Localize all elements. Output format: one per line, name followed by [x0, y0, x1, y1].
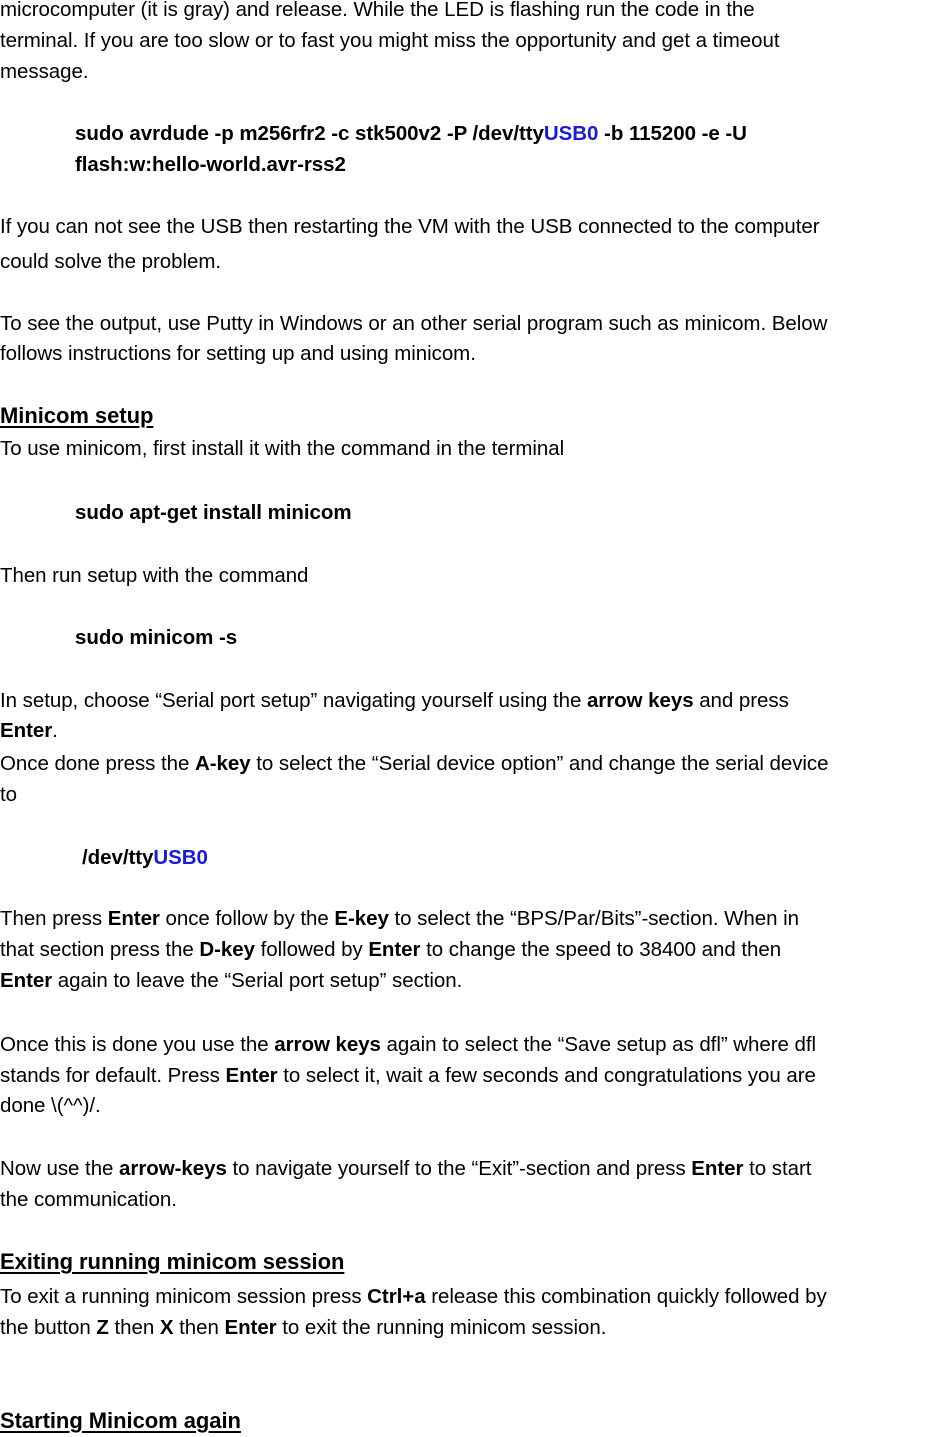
avrdude-cmd-port: USB0	[543, 122, 599, 145]
minicom-setup-heading: Minicom setup	[0, 403, 154, 428]
minicom-setup-intro: To use minicom, first install it with the command in the terminal	[0, 437, 565, 460]
output-note-line-1: To see the output, use Putty in Windows or an other serial program such as minicom. Below	[0, 312, 828, 335]
setup-p3-line-3: Enter again to leave the “Serial port setup” section.	[0, 969, 463, 992]
setup-p1-line-2: Enter.	[0, 719, 58, 742]
setup-p3-line-2: that section press the D-key followed by Enter to change the speed to 38400 and then	[0, 938, 782, 961]
setup-command: sudo minicom -s	[75, 626, 238, 649]
intro-line-1: microcomputer (it is gray) and release. While the LED is flashing run the code in the	[0, 0, 755, 21]
setup-p2-line-1: Once done press the A-key to select the “Serial device option” and change the serial device	[0, 752, 829, 775]
setup-p5-line-1: Now use the arrow-keys to navigate yourself to the “Exit”-section and press Enter to start	[0, 1157, 812, 1180]
intro-line-3: message.	[0, 60, 89, 83]
exiting-heading: Exiting running minicom session	[0, 1249, 345, 1274]
setup-p4-line-3: done \(^^)/.	[0, 1094, 101, 1117]
enter-term: Enter	[0, 719, 53, 742]
setup-p4-line-2: stands for default. Press Enter to select it, wait a few seconds and congratulations you are	[0, 1064, 816, 1087]
setup-p4-line-1: Once this is done you use the arrow keys again to select the “Save setup as dfl” where dfl	[0, 1033, 816, 1056]
arrow-keys-term: arrow keys	[586, 689, 694, 712]
exiting-line-1: To exit a running minicom session press Ctrl+a release this combination quickly followed by	[0, 1285, 827, 1308]
serial-device-port: USB0	[153, 846, 208, 869]
output-note-line-2: follows instructions for setting up and using minicom.	[0, 342, 476, 365]
intro-line-2: terminal. If you are too slow or to fast you might miss the opportunity and get a timeout	[0, 29, 780, 52]
starting-again-heading: Starting Minicom again	[0, 1408, 241, 1433]
usb-note-line-1: If you can not see the USB then restarting the VM with the USB connected to the computer	[0, 215, 820, 238]
setup-p3-line-1: Then press Enter once follow by the E-key to select the “BPS/Par/Bits”-section. When in	[0, 907, 799, 930]
exiting-line-2: the button Z then X then Enter to exit the running minicom session.	[0, 1316, 607, 1339]
avrdude-command-line-2: flash:w:hello-world.avr-rss2	[75, 153, 346, 176]
a-key-term: A-key	[195, 752, 251, 775]
avrdude-cmd-prefix: sudo avrdude -p m256rfr2 -c stk500v2 -P /dev/tty	[75, 122, 544, 145]
then-run-text: Then run setup with the command	[0, 564, 309, 587]
avrdude-command-line-1	[75, 122, 747, 146]
setup-p2-line-2: to	[0, 783, 17, 806]
avrdude-cmd-suffix: -b 115200 -e -U	[598, 122, 747, 145]
setup-p5-line-2: the communication.	[0, 1188, 177, 1211]
serial-device-path: /dev/ttyUSB0	[82, 846, 208, 869]
install-command: sudo apt-get install minicom	[75, 501, 352, 524]
setup-p1-line-1: In setup, choose “Serial port setup” navigating yourself using the arrow keys and press	[0, 689, 789, 712]
usb-note-line-2: could solve the problem.	[0, 250, 222, 273]
